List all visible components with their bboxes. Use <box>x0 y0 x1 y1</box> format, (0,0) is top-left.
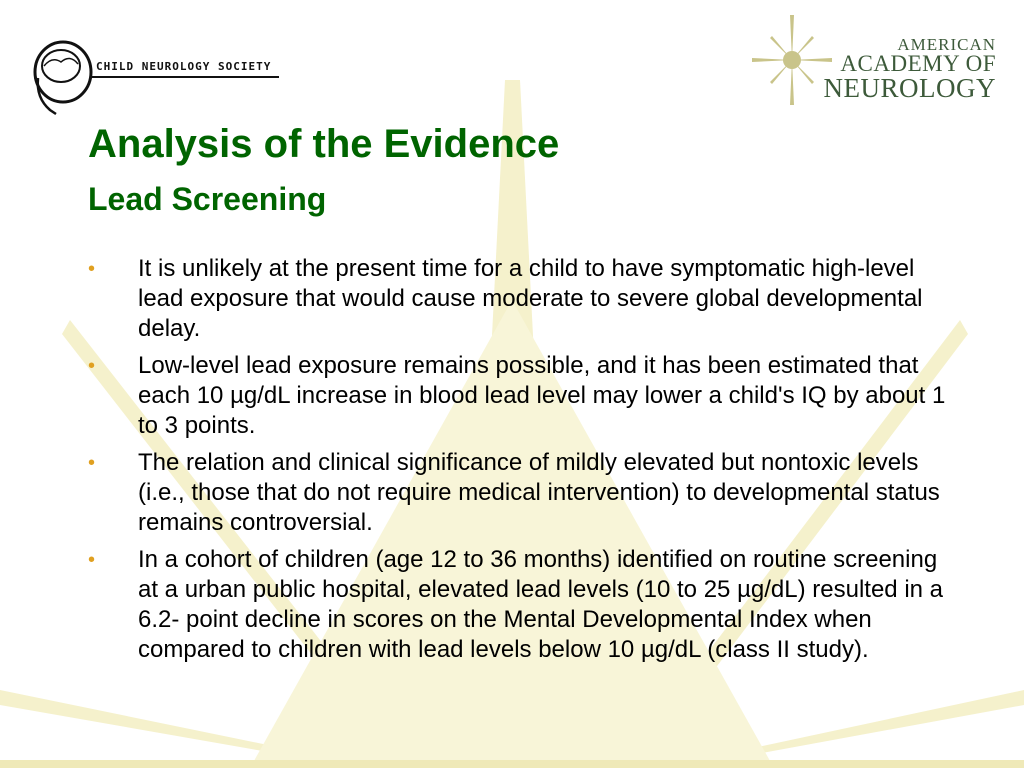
bullet-text: It is unlikely at the present time for a child to have symptomatic high-level lead exposure that would cause moderate to severe global developmental delay. <box>138 255 923 342</box>
bullet-list <box>88 254 948 672</box>
bullet-item <box>88 448 948 538</box>
slide-subtitle: Lead Screening <box>88 181 327 217</box>
bullet-marker: • <box>88 452 96 474</box>
aan-line-academy: ACADEMY OF <box>840 51 996 76</box>
bullet-item <box>88 351 948 441</box>
bullet-marker: • <box>88 549 96 571</box>
aan-wordmark <box>824 36 997 102</box>
bullet-text: Low-level lead exposure remains possible, and it has been estimated that each 10 µg/dL increase in blood lead level may lower a child's IQ by about 1 to 3 points. <box>138 352 946 439</box>
cns-name: CHILD NEUROLOGY SOCIETY <box>96 60 272 73</box>
aan-line-neurology: NEUROLOGY <box>823 73 996 103</box>
bullet-item <box>88 254 948 344</box>
bullet-marker: • <box>88 258 96 280</box>
bullet-item <box>88 545 948 665</box>
bullet-marker: • <box>88 355 96 377</box>
brain-head-icon <box>30 38 290 118</box>
aan-line-american: AMERICAN <box>897 35 996 54</box>
bullet-text: The relation and clinical significance of mildly elevated but nontoxic levels (i.e., those that do not require medical intervention) to developmental status remains controversial. <box>138 449 940 536</box>
bullet-text: In a cohort of children (age 12 to 36 months) identified on routine screening at a urban public hospital, elevated lead levels (10 to 25 µg/dL) resulted in a 6.2- point decline in scores on the Mental Developmental Index when compared to children with lead levels below 10 µg/dL (class II study). <box>138 546 944 663</box>
slide-title: Analysis of the Evidence <box>88 122 560 166</box>
